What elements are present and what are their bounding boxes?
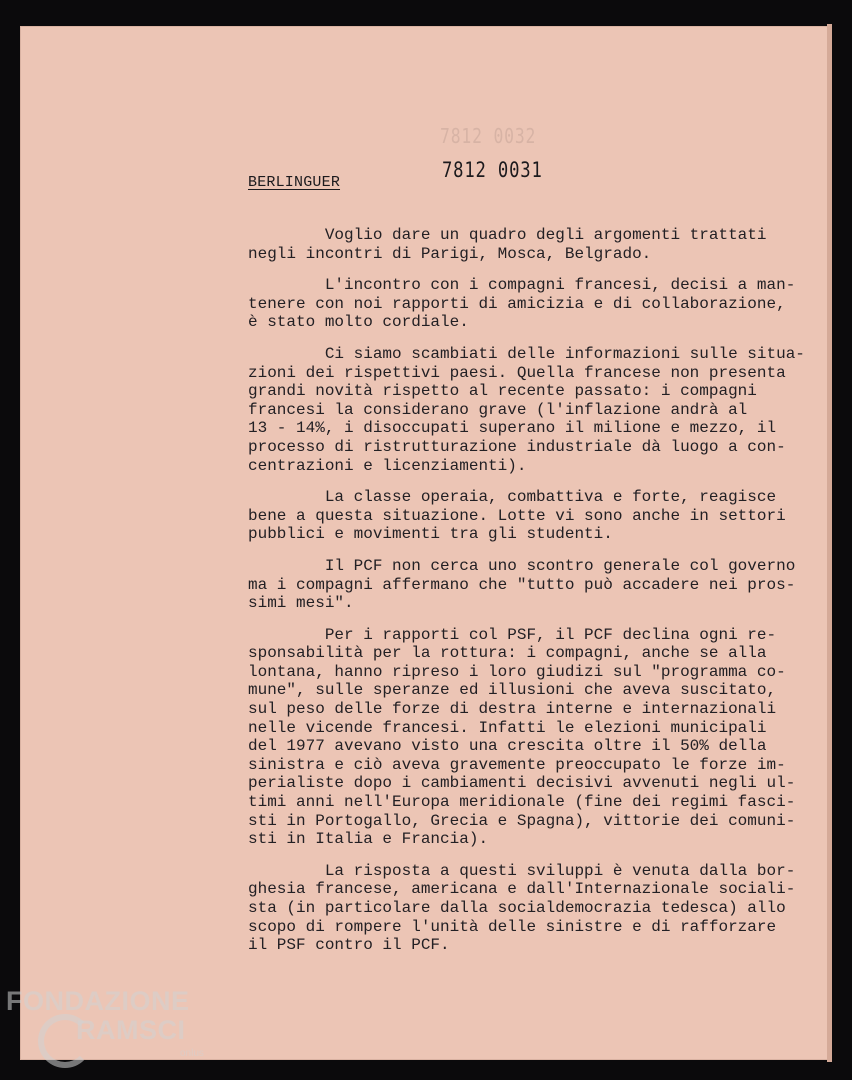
fondazione-gramsci-watermark	[6, 986, 204, 1059]
document-heading: BERLINGUER	[248, 174, 341, 191]
document-body	[248, 226, 818, 968]
paragraph-2: L'incontro con i compagni francesi, decisi a man- tenere con noi rapporti di amicizia e di collaborazione, è stato molto cordiale.	[248, 276, 796, 332]
paragraph-7: La risposta a questi sviluppi è venuta dalla bor- ghesia francese, americana e dall'Internazionale sociali- sta (in particolare dalla socialdemocrazia tedesca) allo scopo di rompere l'unità delle sinistre e di rafforzare il PSF contro il PCF.	[248, 861, 796, 955]
paragraph-4: La classe operaia, combattiva e forte, reagisce bene a questa situazione. Lotte vi sono anche in settori pubblici e movimenti tra gli studenti.	[248, 488, 786, 544]
paragraph-3: Ci siamo scambiati delle informazioni sulle situa- zioni dei rispettivi paesi. Quella francese non presenta grandi novità rispetto al recente passato: i compagni francesi la considerano grave (l'inflazione andrà al 13 - 14%, i disoccupati superano il milione e mezzo, il processo di ristrutturazione industriale dà luogo a con- centrazioni e licenziamenti).	[248, 344, 805, 475]
bleed-through-number: 7812 0032	[440, 124, 537, 148]
document-number: 7812 0031	[442, 158, 543, 182]
watermark-line1: FONDAZIONE	[6, 986, 190, 1016]
watermark-line2: RAMSCI	[76, 1015, 186, 1045]
paragraph-5: Il PCF non cerca uno scontro generale col governo ma i compagni affermano che "tutto può accadere nei pros- simi mesi".	[248, 556, 796, 613]
page-edge	[827, 24, 832, 1062]
paragraph-6: Per i rapporti col PSF, il PCF declina ogni re- sponsabilità per la rottura: i compagni, anche se alla lontana, hanno ripreso i loro giudizi sul "programma co- mune", sulle speranze ed illusioni che aveva suscitato, sul peso delle forze di destra interne e internazionali nelle vicende francesi. Infatti le elezioni municipali del 1977 avevano visto una crescita oltre il 50% della sinistra e ciò aveva gravemente preoccupato le forze im- perialiste dopo i cambiamenti decisivi avvenuti negli ul- timi anni nell'Europa meridionale (fine dei regimi fasci- sti in Portogallo, Grecia e Spagna), vittorie dei comuni- sti in Italia e Francia).	[248, 625, 796, 849]
gramsci-g-logo-icon	[38, 1014, 92, 1068]
watermark-onlus: onlus	[180, 1048, 204, 1059]
paragraph-1: Voglio dare un quadro degli argomenti trattati negli incontri di Parigi, Mosca, Belgrado.	[248, 226, 767, 263]
